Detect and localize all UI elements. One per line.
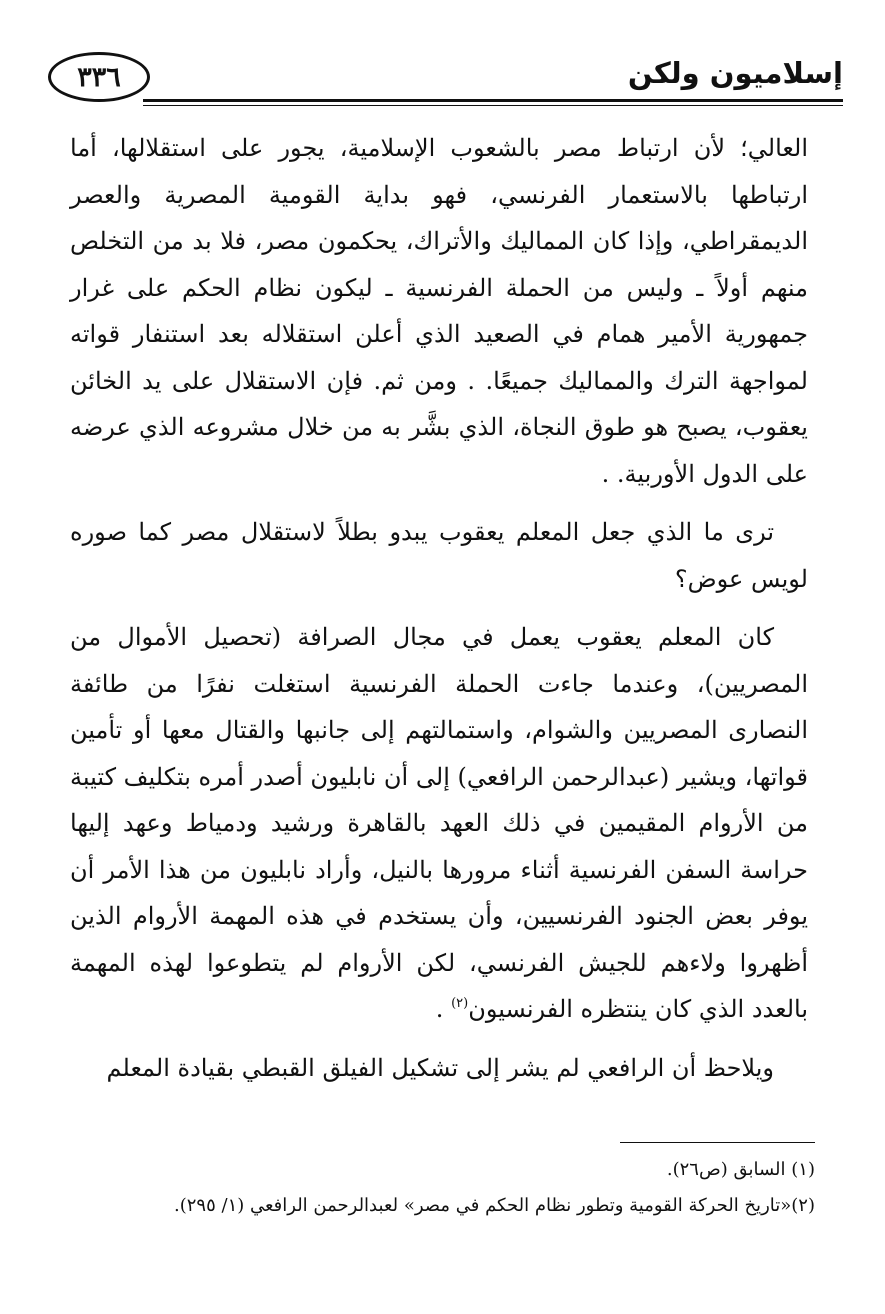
- running-title: إسلاميون ولكن: [627, 56, 843, 90]
- header-rule-thin: [143, 105, 843, 106]
- footnotes: [70, 1152, 815, 1224]
- paragraph-4: ويلاحظ أن الرافعي لم يشر إلى تشكيل الفيلق القبطي بقيادة المعلم: [106, 1053, 774, 1082]
- footnote-2: (٢)«تاريخ الحركة القومية وتطور نظام الحكم في مصر» لعبدالرحمن الرافعي (١/ ٢٩٥).: [174, 1195, 815, 1216]
- page-number: ٣٣٦: [77, 61, 121, 93]
- footnote-1: (١) السابق (ص٢٦).: [666, 1159, 815, 1180]
- paragraph-2: ترى ما الذي جعل المعلم يعقوب يبدو بطلاً لاستقلال مصر كما صوره لويس عوض؟: [70, 518, 808, 593]
- paragraph-1: العالي؛ لأن ارتباط مصر بالشعوب الإسلامية، يجور على استقلالها، أما ارتباطها بالاستعمار الفرنسي، فهو بداية القومية المصرية والعصر الديمقراطي، وإذا كان المماليك والأتراك، يحكمون مصر، فلا بد من التخلص منهم أولاً ـ وليس من الحملة الفرنسية ـ ليكون نظام الحكم على غرار جمهورية الأمير همام في الصعيد الذي أعلن استقلاله بعد استنفار قواته لمواجهة الترك والمماليك جميعًا. . ومن ثم. فإن الاستقلال على يد الخائن يعقوب، يصبح هو طوق النجاة، الذي بشَّر به من خلال مشروعه الذي عرضه على الدول الأوربية. .: [70, 134, 809, 488]
- footnote-reference-2: (٢): [451, 996, 469, 1011]
- paragraph-3-text: كان المعلم يعقوب يعمل في مجال الصرافة (تحصيل الأموال من المصريين)، وعندما جاءت الحملة الفرنسية استغلت نفرًا من طائفة النصارى المصريين والشوام، واستمالتهم إلى جانبها والقتال معها أو تأمين قواتها، ويشير (عبدالرحمن الرافعي) إلى أن نابليون أصدر أمره بتكليف كتيبة من الأروام المقيمين في ذلك العهد بالقاهرة ورشيد ودمياط وعهد إليها حراسة السفن الفرنسية أثناء مرورها بالنيل، وأراد نابليون من هذا الأمر أن يوفر بعض الجنود الفرنسيين، وأن يستخدم في هذه المهمة الأروام الذين أظهروا ولاءهم للجيش الفرنسي، لكن الأروام لم يتطوعوا لهذه المهمة بالعدد الذي كان ينتظره الفرنسيون: [70, 623, 808, 1023]
- paragraph-3: [70, 614, 808, 1033]
- footnote-separator: [620, 1142, 815, 1143]
- body-text: [70, 125, 808, 1103]
- page-number-badge: [48, 52, 150, 102]
- header-rule: [143, 99, 843, 102]
- page-header: [48, 52, 843, 112]
- paragraph-3-end: .: [435, 995, 452, 1023]
